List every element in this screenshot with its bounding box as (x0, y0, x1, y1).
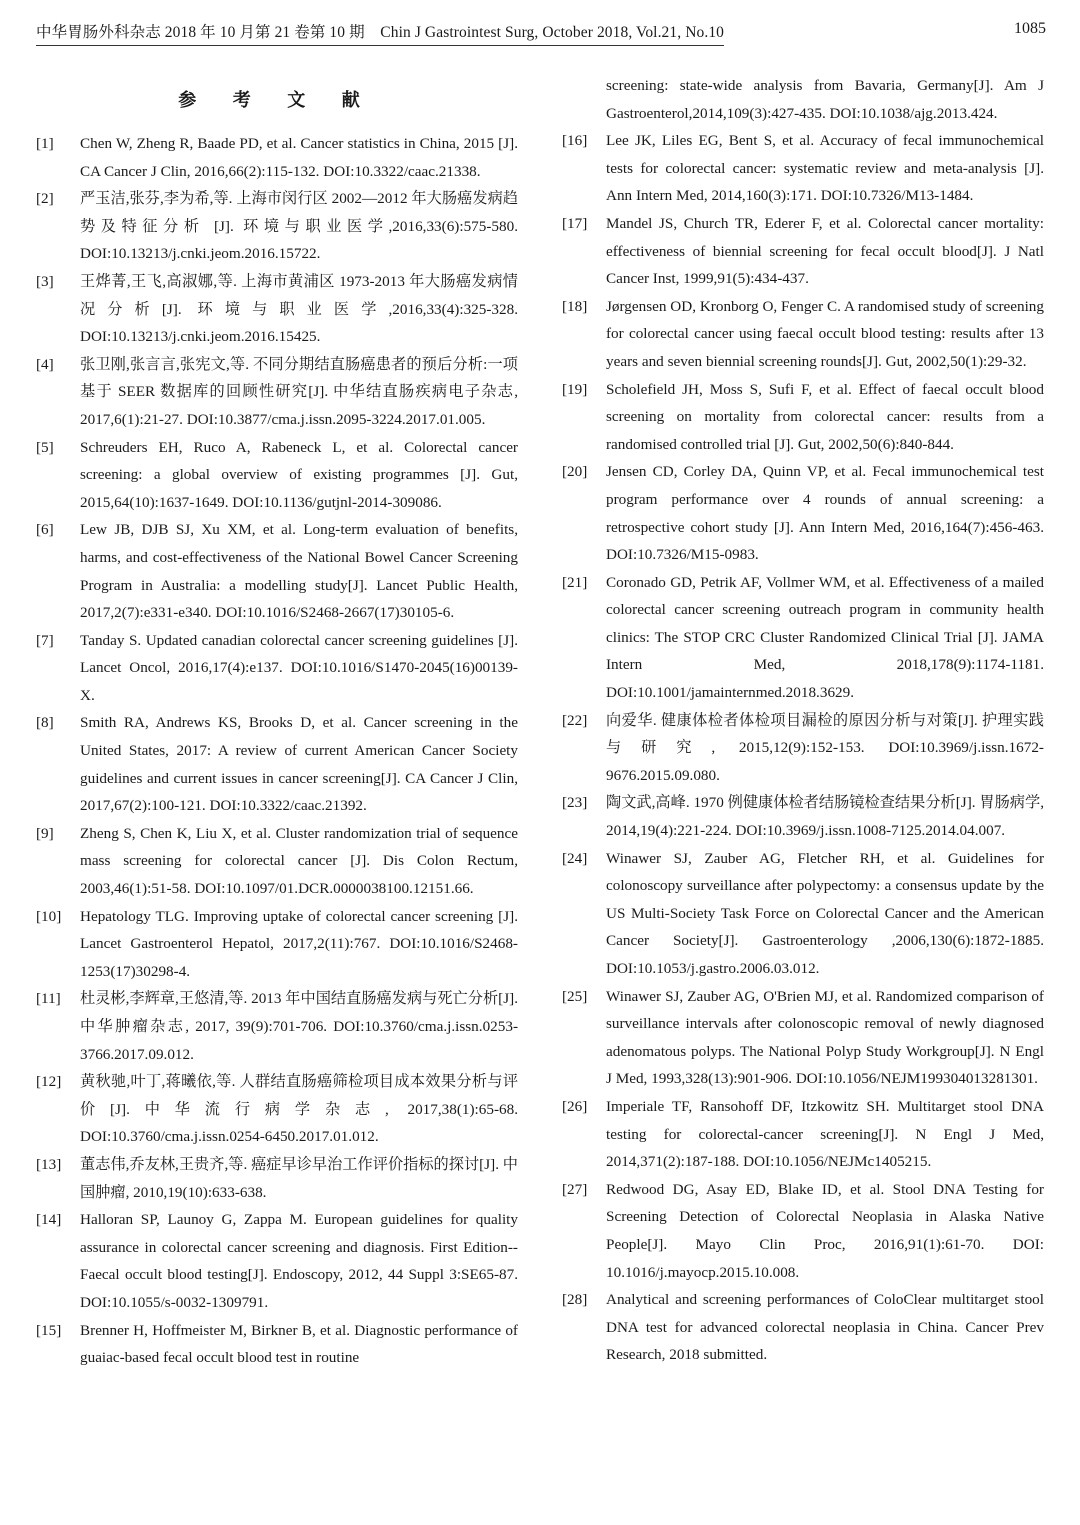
reference-item (36, 709, 518, 819)
reference-text: Tanday S. Updated canadian colorectal cancer screening guidelines [J]. Lancet Oncol, 2016,17(4):e137. DOI:10.1016/S1470-2045(16)00139-X. (80, 631, 518, 704)
reference-item (562, 458, 1044, 568)
reference-item (36, 1317, 518, 1372)
reference-number: [22] (562, 711, 588, 729)
reference-number: [28] (562, 1291, 588, 1309)
reference-text: Lew JB, DJB SJ, Xu XM, et al. Long-term evaluation of benefits, harms, and cost-effectiveness of the National Bowel Cancer Screening Program in Australia: a modelling study[J]. Lancet Public Health, 2017,2(7):e331-e340. DOI:10.1016/S2468-2667(17)30105-6. (80, 521, 518, 622)
reference-text: Smith RA, Andrews KS, Brooks D, et al. Cancer screening in the United States, 2017: A review of current American Cancer Society guidelines and current issues in cancer screening[J]. CA Cancer J Clin, 2017,67(2):100-121. DOI:10.3322/caac.21392. (80, 714, 518, 815)
reference-number: [17] (562, 214, 588, 232)
reference-text: 黄秋驰,叶丁,蒋曦依,等. 人群结直肠癌筛检项目成本效果分析与评价[J].中华流行病学杂志, 2017,38(1):65-68. DOI:10.3760/cma.j.issn.0254-6450.2017.01.012. (80, 1073, 518, 1146)
reference-text: Lee JK, Liles EG, Bent S, et al. Accuracy of fecal immunochemical tests for colorectal cancer: systematic review and meta-analysis [J]. Ann Intern Med, 2014,160(3):171. DOI:10.7326/M13-1484. (606, 132, 1044, 205)
reference-item (562, 845, 1044, 983)
reference-item (562, 1093, 1044, 1176)
reference-number: [5] (36, 438, 54, 456)
reference-item (562, 789, 1044, 844)
reference-item (562, 293, 1044, 376)
reference-text: Imperiale TF, Ransohoff DF, Itzkowitz SH. Multitarget stool DNA testing for colorectal-cancer screening[J]. N Engl J Med, 2014,371(2):187-188. DOI:10.1056/NEJMc1405215. (606, 1097, 1044, 1171)
reference-text: 严玉洁,张芬,李为希,等. 上海市闵行区 2002—2012 年大肠癌发病趋势及特征分析 [J]. 环境与职业医学,2016,33(6):575-580. DOI:10.13213/j.cnki.jeom.2016.15722. (80, 190, 518, 263)
reference-item (36, 268, 518, 351)
reference-number: [11] (36, 990, 61, 1008)
section-title: 参 考 文 献 (178, 90, 376, 110)
reference-text: 王烨菁,王飞,高淑娜,等. 上海市黄浦区 1973-2013 年大肠癌发病情况分析[J]. 环境与职业医学,2016,33(4):325-328. DOI:10.13213/j.cnki.jeom.2016.15425. (80, 272, 518, 346)
reference-number: [19] (562, 380, 588, 398)
reference-number: [13] (36, 1155, 62, 1173)
reference-number: [18] (562, 297, 588, 315)
reference-text: Coronado GD, Petrik AF, Vollmer WM, et al. Effectiveness of a mailed colorectal cancer screening outreach program in community health clinics: The STOP CRC Cluster Randomized Clinical Trial [J]. JAMA Intern Med, 2018,178(9):1174-1181. DOI:10.1001/jamainternmed.2018.3629. (606, 573, 1044, 702)
reference-item (36, 516, 518, 626)
running-header (36, 20, 1046, 48)
reference-item (562, 210, 1044, 293)
reference-item (36, 185, 518, 268)
reference-number: [23] (562, 794, 588, 812)
reference-item (562, 707, 1044, 790)
reference-text: Halloran SP, Launoy G, Zappa M. European guidelines for quality assurance in colorectal cancer screening and diagnosis. First Edition--Faecal occult blood testing[J]. Endoscopy, 2012, 44 Suppl 3:SE65-87. DOI:10.1055/s-0032-1309791. (80, 1211, 518, 1311)
reference-text: Jørgensen OD, Kronborg O, Fenger C. A randomised study of screening for colorectal cancer using faecal occult blood testing: results after 13 years and seven biennial screening rounds[J]. Gut, 2002,50(1):29-32. (606, 297, 1044, 370)
reference-number: [6] (36, 521, 54, 539)
reference-number: [15] (36, 1321, 62, 1339)
reference-number: [2] (36, 190, 54, 208)
reference-number: [9] (36, 824, 54, 842)
reference-item (36, 351, 518, 434)
reference-number: [12] (36, 1073, 62, 1091)
reference-text: 董志伟,乔友林,王贵齐,等. 癌症早诊早治工作评价指标的探讨[J]. 中国肿瘤, 2010,19(10):633-638. (80, 1155, 518, 1201)
reference-item (36, 130, 518, 185)
reference-number: [1] (36, 135, 54, 152)
reference-text: Redwood DG, Asay ED, Blake ID, et al. Stool DNA Testing for Screening Detection of Colorectal Neoplasia in Alaska Native People[J]. Mayo Clin Proc, 2016,91(1):61-70. DOI: 10.1016/j.mayocp.2015.10.008. (606, 1180, 1044, 1281)
reference-text: 杜灵彬,李辉章,王悠清,等. 2013 年中国结直肠癌发病与死亡分析[J].中华肿瘤杂志, 2017, 39(9):701-706. DOI:10.3760/cma.j.issn.0253-3766.2017.09.012. (80, 990, 518, 1063)
reference-item (562, 1176, 1044, 1286)
reference-item (562, 569, 1044, 707)
reference-number: [24] (562, 849, 588, 867)
reference-item (36, 1151, 518, 1206)
reference-item (36, 1068, 518, 1151)
reference-number: [16] (562, 132, 588, 150)
reference-number: [8] (36, 714, 54, 732)
reference-item (562, 376, 1044, 459)
reference-text: Schreuders EH, Ruco A, Rabeneck L, et al. Colorectal cancer screening: a global overview of existing programmes [J]. Gut, 2015,64(10):1637-1649. DOI:10.1136/gutjnl-2014-309086. (80, 438, 518, 511)
reference-text: Brenner H, Hoffmeister M, Birkner B, et al. Diagnostic performance of guaiac-based fecal occult blood test in routine (80, 1321, 518, 1367)
reference-text: 向爱华. 健康体检者体检项目漏检的原因分析与对策[J]. 护理实践与研究, 2015,12(9):152-153. DOI:10.3969/j.issn.1672-9676.2015.09.080. (606, 711, 1044, 784)
left-column (36, 80, 518, 1372)
reference-text: 张卫刚,张言言,张宪文,等. 不同分期结直肠癌患者的预后分析:一项基于 SEER 数据库的回顾性研究[J]. 中华结直肠疾病电子杂志, 2017,6(1):21-27. DOI:10.3877/cma.j.issn.2095-3224.2017.01.005. (80, 355, 518, 428)
reference-list-right (562, 127, 1044, 1369)
reference-list-left (36, 130, 518, 1372)
reference-continuation: screening: state-wide analysis from Bavaria, Germany[J]. Am J Gastroenterol,2014,109(3):427-435. DOI:10.1038/ajg.2013.424. (606, 77, 1044, 122)
reference-number: [10] (36, 907, 62, 925)
reference-item (562, 127, 1044, 210)
reference-item (36, 820, 518, 903)
reference-number: [14] (36, 1211, 62, 1229)
reference-item (36, 627, 518, 710)
reference-text: 陶文武,高峰. 1970 例健康体检者结肠镜检查结果分析[J]. 胃肠病学, 2014,19(4):221-224. DOI:10.3969/j.issn.1008-7125.2014.04.007. (606, 794, 1044, 840)
reference-text: Jensen CD, Corley DA, Quinn VP, et al. Fecal immunochemical test program performance over 4 rounds of annual screening: a retrospective cohort study [J]. Ann Intern Med, 2016,164(7):456-463. DOI:10.7326/M15-0983. (606, 463, 1044, 564)
reference-number: [26] (562, 1097, 588, 1115)
reference-text: Chen W, Zheng R, Baade PD, et al. Cancer statistics in China, 2015 [J]. CA Cancer J Clin, 2016,66(2):115-132. DOI:10.3322/caac.21338. (80, 135, 518, 180)
page-number: 1085 (1014, 20, 1046, 37)
reference-item (562, 1286, 1044, 1369)
reference-text: Hepatology TLG. Improving uptake of colorectal cancer screening [J]. Lancet Gastroenterol Hepatol, 2017,2(11):767. DOI:10.1016/S2468-1253(17)30298-4. (80, 907, 518, 980)
right-column (562, 72, 1044, 1369)
reference-number: [27] (562, 1180, 588, 1198)
journal-citation-line: 中华胃肠外科杂志 2018 年 10 月第 21 卷第 10 期 Chin J Gastrointest Surg, October 2018, Vol.21, No.10 (36, 20, 724, 46)
reference-text: Winawer SJ, Zauber AG, Fletcher RH, et al. Guidelines for colonoscopy surveillance after polypectomy: a consensus update by the US Multi-Society Task Force on Colorectal Cancer and the American Cancer Society[J]. Gastroenterology ,2006,130(6):1872-1885. DOI:10.1053/j.gastro.2006.03.012. (606, 849, 1044, 977)
reference-text: Scholefield JH, Moss S, Sufi F, et al. Effect of faecal occult blood screening on mortality from colorectal cancer: results from a randomised controlled trial [J]. Gut, 2002,50(6):840-844. (606, 380, 1044, 453)
reference-number: [4] (36, 355, 54, 373)
reference-item (36, 985, 518, 1068)
reference-number: [20] (562, 463, 588, 481)
reference-text: Zheng S, Chen K, Liu X, et al. Cluster randomization trial of sequence mass screening for colorectal cancer [J]. Dis Colon Rectum, 2003,46(1):51-58. DOI:10.1097/01.DCR.0000038100.12151.66. (80, 824, 518, 898)
reference-text: Winawer SJ, Zauber AG, O'Brien MJ, et al. Randomized comparison of surveillance intervals after colonoscopic removal of newly diagnosed adenomatous polyps. The National Polyp Study Workgroup[J]. N Engl J Med, 1993,328(13):901-906. DOI:10.1056/NEJM199304013281301. (606, 987, 1044, 1088)
reference-number: [7] (36, 631, 54, 649)
reference-text: Analytical and screening performances of ColoClear multitarget stool DNA test for advanced colorectal neoplasia in China. Cancer Prev Research, 2018 submitted. (606, 1291, 1044, 1364)
reference-number: [21] (562, 573, 588, 591)
reference-number: [3] (36, 272, 54, 290)
reference-item (36, 903, 518, 986)
reference-item (36, 1206, 518, 1316)
reference-item (36, 434, 518, 517)
reference-item (562, 983, 1044, 1093)
reference-number: [25] (562, 987, 588, 1005)
reference-text: Mandel JS, Church TR, Ederer F, et al. Colorectal cancer mortality: effectiveness of biennial screening for fecal occult blood[J]. J Natl Cancer Inst, 1999,91(5):434-437. (606, 214, 1044, 288)
